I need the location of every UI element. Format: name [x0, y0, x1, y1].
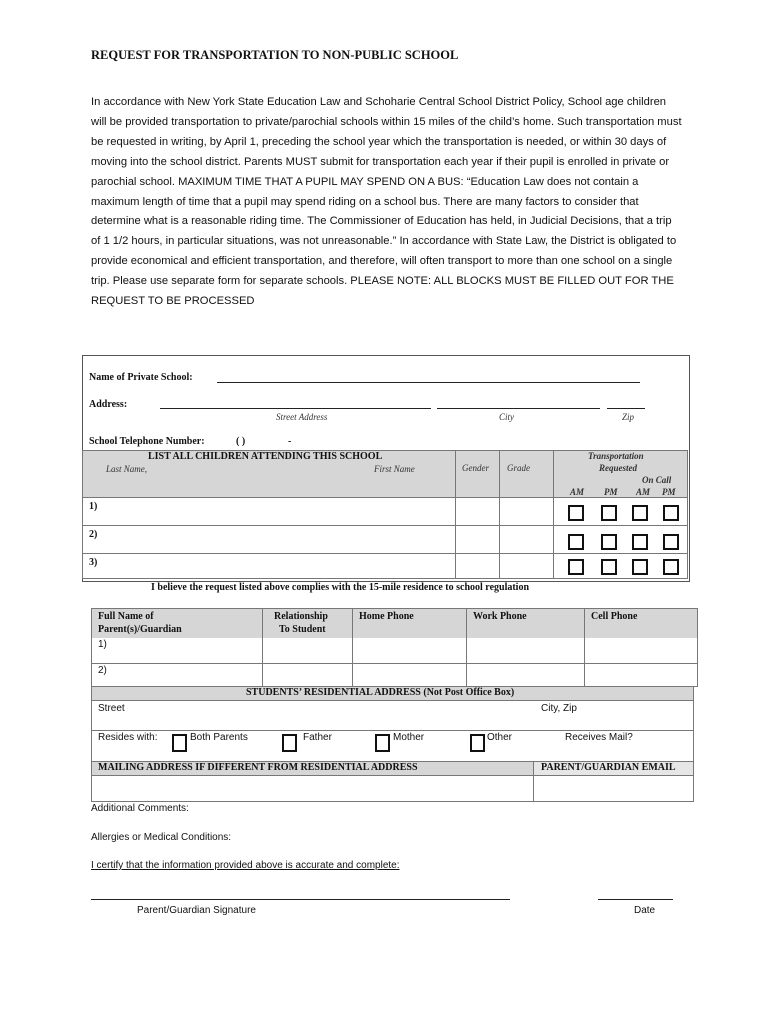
parent-row-1-label: 1): [98, 639, 107, 650]
child-row-2-label: 2): [89, 529, 98, 540]
mile-statement: I believe the request listed above complies with the 15-mile residence to school regulation: [151, 582, 530, 593]
checkbox-mother[interactable]: [375, 734, 390, 752]
zip-field[interactable]: [607, 408, 645, 409]
signature-line[interactable]: [91, 899, 510, 900]
other-label: Other: [487, 732, 513, 743]
allergies-label: Allergies or Medical Conditions:: [91, 832, 232, 843]
street-label: Street: [98, 703, 125, 714]
street-field[interactable]: [160, 408, 431, 409]
child-row[interactable]: [82, 553, 456, 579]
checkbox[interactable]: [632, 534, 648, 550]
residence-header: STUDENTS’ RESIDENTIAL ADDRESS (Not Post Office Box): [246, 687, 515, 698]
checkbox[interactable]: [601, 505, 617, 521]
checkbox[interactable]: [601, 534, 617, 550]
mailing-header: MAILING ADDRESS IF DIFFERENT FROM RESIDENTIAL ADDRESS: [98, 762, 418, 773]
email-field[interactable]: [533, 775, 694, 802]
gender-col: Gender: [462, 463, 489, 473]
resides-label: Resides with:: [98, 732, 158, 743]
child-row-1-label: 1): [89, 501, 98, 512]
intro-paragraph: In accordance with New York State Education Law and Schoharie Central School District Policy, School age children will be provided transportation to private/parochial schools within 15 miles of the child’s home. Such transportation must be requested in writing, by April 1, preceding the school year which the transportation is needed, or within 30 days of moving into the school district. Parents MUST submit for transportation each year if their pupil is enrolled in private or parochial school. MAXIMUM TIME THAT A PUPIL MAY SPEND ON A BUS: “Education Law does not contain a maximum length of time that a pupil may spend riding on a school bus. There are many factors to consider that determine what is a reasonable riding time. The Commissioner of Education has held, in Judicial Decisions, that a trip of 1 1/2 hours, in particular situations, was not unreasonable.” In accordance with State Law, the District is obligated to provide economical and efficient transportation, and therefore, will often transport to more than one school on a single trip. Please use separate form for separate schools. PLEASE NOTE: ALL BLOCKS MUST BE FILLED OUT FOR THE REQUEST TO BE PROCESSED: [91, 96, 682, 308]
zip-caption: Zip: [622, 412, 635, 422]
work-phone-col: Work Phone: [473, 611, 527, 622]
am-col-2: AM: [636, 487, 651, 497]
address-label: Address:: [89, 399, 128, 410]
requested-col: Requested: [599, 463, 637, 473]
date-label: Date: [634, 905, 656, 916]
checkbox[interactable]: [568, 505, 584, 521]
street-row[interactable]: [91, 700, 694, 731]
date-line[interactable]: [598, 899, 673, 900]
pm-col-1: PM: [604, 487, 618, 497]
child-row[interactable]: [82, 525, 456, 554]
checkbox[interactable]: [632, 559, 648, 575]
on-call-col: On Call: [642, 475, 672, 485]
children-title: LIST ALL CHILDREN ATTENDING THIS SCHOOL: [148, 451, 383, 462]
checkbox[interactable]: [663, 505, 679, 521]
page-title: REQUEST FOR TRANSPORTATION TO NON-PUBLIC SCHOOL: [91, 48, 459, 62]
receives-mail-label: Receives Mail?: [565, 732, 633, 743]
checkbox[interactable]: [568, 534, 584, 550]
school-name-label: Name of Private School:: [89, 372, 193, 383]
phone-label: School Telephone Number:: [89, 436, 205, 447]
checkbox[interactable]: [663, 534, 679, 550]
comments-label: Additional Comments:: [91, 803, 189, 814]
phone-area[interactable]: ( ): [236, 436, 246, 447]
city-caption: City: [499, 412, 514, 422]
signature-label: Parent/Guardian Signature: [137, 905, 256, 916]
checkbox[interactable]: [663, 559, 679, 575]
street-caption: Street Address: [276, 412, 328, 422]
checkbox[interactable]: [632, 505, 648, 521]
mother-label: Mother: [393, 732, 425, 743]
last-name-col: Last Name,: [106, 464, 148, 474]
checkbox-father[interactable]: [282, 734, 297, 752]
pm-col-2: PM: [662, 487, 676, 497]
city-field[interactable]: [437, 408, 600, 409]
father-label: Father: [303, 732, 332, 743]
parent-name-col: Full Name of: [98, 611, 154, 622]
checkbox[interactable]: [601, 559, 617, 575]
city-zip-label: City, Zip: [541, 703, 577, 714]
certify-statement: I certify that the information provided above is accurate and complete:: [91, 860, 400, 871]
child-row-3-label: 3): [89, 557, 98, 568]
mailing-address-field[interactable]: [91, 775, 534, 802]
both-parents-label: Both Parents: [190, 732, 248, 743]
email-header: PARENT/GUARDIAN EMAIL: [541, 762, 676, 773]
phone-dash: -: [288, 436, 292, 447]
first-name-col: First Name: [374, 464, 415, 474]
parent-row-2-label: 2): [98, 665, 107, 676]
checkbox[interactable]: [568, 559, 584, 575]
checkbox-other[interactable]: [470, 734, 485, 752]
grade-col: Grade: [507, 463, 530, 473]
checkbox-both-parents[interactable]: [172, 734, 187, 752]
cell-phone-col: Cell Phone: [591, 611, 638, 622]
am-col-1: AM: [570, 487, 585, 497]
relationship-col: Relationship: [274, 611, 328, 622]
relationship-col-2: To Student: [279, 624, 326, 635]
child-row[interactable]: [82, 497, 456, 526]
school-name-field[interactable]: [217, 382, 640, 383]
transport-col: Transportation: [588, 451, 644, 461]
parent-name-col-2: Parent(s)/Guardian: [98, 624, 182, 635]
home-phone-col: Home Phone: [359, 611, 414, 622]
